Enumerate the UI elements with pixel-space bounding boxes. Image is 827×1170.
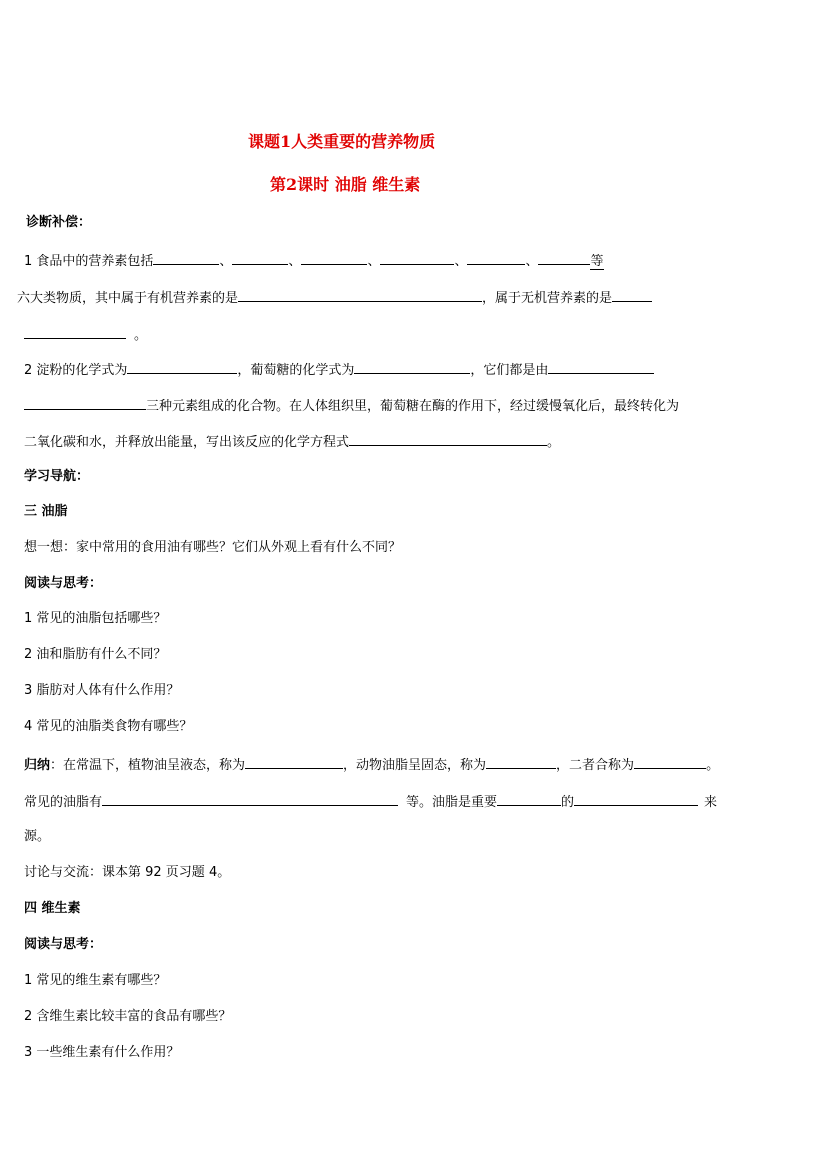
answer-blank[interactable] [380, 251, 454, 265]
q1-line3 [24, 325, 147, 345]
answer-blank[interactable] [127, 360, 237, 374]
q1-end-text: 等 [590, 254, 604, 269]
section3-question: 4 常见的油脂类食物有哪些？ [24, 719, 193, 734]
answer-blank[interactable] [301, 251, 367, 265]
answer-blank[interactable] [232, 251, 288, 265]
page-title: 课题1人类重要的营养物质 [248, 132, 436, 151]
section4-question: 3 一些维生素有什么作用？ [24, 1045, 180, 1060]
answer-blank[interactable] [349, 432, 547, 446]
summary-text: 等。油脂是重要 [406, 795, 498, 810]
summary-text: ，动物油脂呈固态，称为 [343, 758, 487, 773]
summary-label: 归纳 [24, 758, 51, 773]
section4-question: 1 常见的维生素有哪些？ [24, 973, 167, 988]
q2-text: 二氧化碳和水，并释放出能量，写出该反应的化学方程式 [24, 435, 350, 450]
answer-blank[interactable] [612, 288, 652, 302]
summary-text: ：在常温下，植物油呈液态，称为 [50, 758, 246, 773]
answer-blank[interactable] [245, 755, 343, 769]
summary-line2 [24, 792, 717, 812]
answer-blank[interactable] [467, 251, 525, 265]
answer-blank[interactable] [538, 251, 590, 265]
q2-line2 [24, 396, 679, 416]
q2-text: ，它们都是由 [470, 363, 549, 378]
q2-text: 2 淀粉的化学式为 [24, 363, 128, 378]
answer-blank[interactable] [497, 792, 561, 806]
summary-line1 [24, 755, 719, 775]
q2-line3 [24, 432, 560, 452]
q1-line2 [17, 288, 652, 308]
section4-question: 2 含维生素比较丰富的食品有哪些？ [24, 1009, 232, 1024]
summary-text: 的 [561, 795, 575, 810]
page-subtitle: 第2课时 油脂 维生素 [270, 175, 421, 194]
think-prompt: 想一想：家中常用的食用油有哪些？它们从外观上看有什么不同？ [24, 540, 402, 555]
answer-blank[interactable] [548, 360, 654, 374]
answer-blank[interactable] [24, 396, 146, 410]
separator: 、 [525, 254, 539, 269]
answer-blank[interactable] [238, 288, 482, 302]
separator: 、 [288, 254, 302, 269]
answer-blank[interactable] [153, 251, 219, 265]
section4-read-heading: 阅读与思考： [24, 937, 103, 952]
q1-end-text: 。 [134, 328, 148, 343]
separator: 、 [454, 254, 468, 269]
summary-text: 常见的油脂有 [24, 795, 103, 810]
q1-text: ，属于无机营养素的是 [482, 291, 613, 306]
separator: 、 [367, 254, 381, 269]
summary-text: 。 [706, 758, 720, 773]
q2-text: 三种元素组成的化合物。在人体组织里，葡萄糖在酶的作用下，经过缓慢氧化后，最终转化为 [146, 399, 680, 414]
section3-read-heading: 阅读与思考： [24, 576, 103, 591]
answer-blank[interactable] [102, 792, 398, 806]
q2-end-text: 。 [547, 435, 561, 450]
answer-blank[interactable] [486, 755, 556, 769]
summary-text: 来 [704, 795, 718, 810]
section3-question: 1 常见的油脂包括哪些？ [24, 611, 167, 626]
q2-line1 [24, 360, 654, 380]
diagnosis-heading: 诊断补偿： [26, 215, 92, 230]
answer-blank[interactable] [634, 755, 706, 769]
answer-blank[interactable] [354, 360, 470, 374]
answer-blank[interactable] [574, 792, 698, 806]
section4-heading: 四 维生素 [24, 901, 81, 916]
summary-text: ，二者合称为 [556, 758, 635, 773]
q1-text: 六大类物质，其中属于有机营养素的是 [17, 291, 239, 306]
section3-question: 3 脂肪对人体有什么作用？ [24, 683, 180, 698]
q1-text: 1 食品中的营养素包括 [24, 254, 154, 269]
section3-question: 2 油和脂肪有什么不同？ [24, 647, 167, 662]
q1-line1 [24, 251, 604, 271]
answer-blank[interactable] [24, 325, 126, 339]
section3-heading: 三 油脂 [24, 504, 68, 519]
guide-heading: 学习导航： [24, 469, 90, 484]
summary-line3: 源。 [24, 829, 51, 844]
q2-text: ，葡萄糖的化学式为 [237, 363, 355, 378]
discussion-note: 讨论与交流：课本第 92 页习题 4。 [24, 865, 231, 880]
separator: 、 [219, 254, 233, 269]
